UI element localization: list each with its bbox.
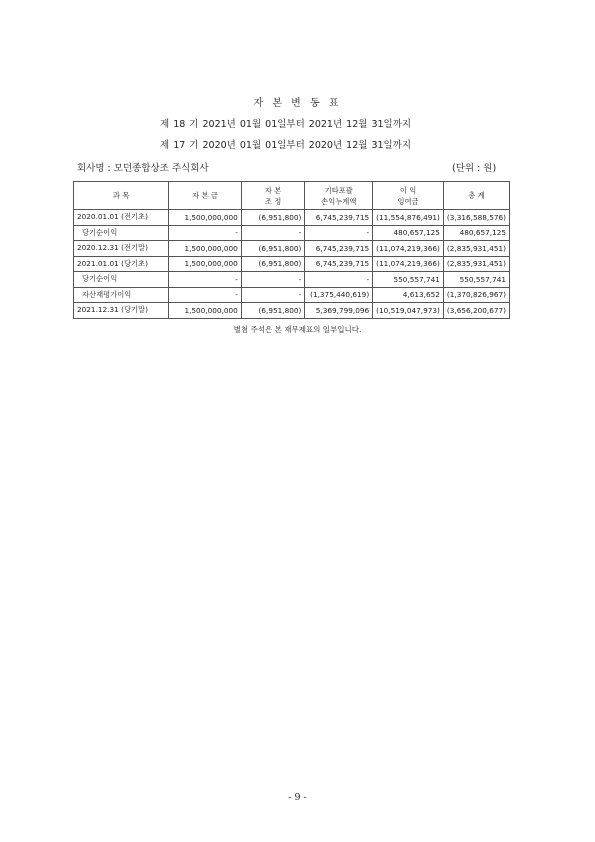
table-cell: (6,951,800) xyxy=(241,256,305,272)
company-name: 회사명 : 모던종합상조 주식회사 xyxy=(77,163,209,174)
table-cell: 1,500,000,000 xyxy=(169,303,242,319)
table-cell: (11,074,219,366) xyxy=(373,241,444,257)
footnote: 별첨 주석은 본 재무제표의 일부입니다. xyxy=(233,325,362,334)
table-cell: 5,369,799,096 xyxy=(305,303,373,319)
table-cell: 1,500,000,000 xyxy=(169,210,242,226)
table-body xyxy=(74,210,510,319)
column-header: 총 계 xyxy=(443,182,509,210)
row-label: 2021.01.01 (당기초) xyxy=(74,256,169,272)
table-cell: (10,519,047,973) xyxy=(373,303,444,319)
table-cell: 6,745,239,715 xyxy=(305,256,373,272)
table-cell: - xyxy=(241,272,305,288)
period-current: 제 18 기 2021년 01월 01일부터 2021년 12월 31일까지 xyxy=(160,119,412,130)
table-row xyxy=(74,287,510,303)
row-label: 당기순이익 xyxy=(74,225,169,241)
column-header: 자 본 조 정 xyxy=(241,182,305,210)
table-cell: (1,375,440,619) xyxy=(305,287,373,303)
row-label: 2021.12.31 (당기말) xyxy=(74,303,169,319)
table-cell: (2,835,931,451) xyxy=(443,241,509,257)
table-cell: 550,557,741 xyxy=(373,272,444,288)
table-cell: - xyxy=(305,225,373,241)
table-row xyxy=(74,225,510,241)
table-cell: - xyxy=(169,287,242,303)
table-cell: 550,557,741 xyxy=(443,272,509,288)
table-cell: - xyxy=(169,225,242,241)
table-row xyxy=(74,241,510,257)
row-label: 2020.01.01 (전기초) xyxy=(74,210,169,226)
table-cell: (6,951,800) xyxy=(241,241,305,257)
table-row xyxy=(74,272,510,288)
table-cell: 480,657,125 xyxy=(443,225,509,241)
table-cell: - xyxy=(241,225,305,241)
statement-title: 자 본 변 동 표 xyxy=(253,98,342,109)
table-cell: 6,745,239,715 xyxy=(305,210,373,226)
table-cell: 6,745,239,715 xyxy=(305,241,373,257)
table-cell: - xyxy=(241,287,305,303)
table-cell: (2,835,931,451) xyxy=(443,256,509,272)
column-header: 과 목 xyxy=(74,182,169,210)
table-header xyxy=(74,182,510,210)
column-header: 이 익 잉여금 xyxy=(373,182,444,210)
period-prior: 제 17 기 2020년 01월 01일부터 2020년 12월 31일까지 xyxy=(160,140,412,151)
row-label: 2020.12.31 (전기말) xyxy=(74,241,169,257)
table-cell: (1,370,826,967) xyxy=(443,287,509,303)
column-header: 자 본 금 xyxy=(169,182,242,210)
table-cell: - xyxy=(169,272,242,288)
table-row xyxy=(74,256,510,272)
table-cell: 1,500,000,000 xyxy=(169,241,242,257)
table-cell: (6,951,800) xyxy=(241,303,305,319)
column-header: 기타포괄 손익누계액 xyxy=(305,182,373,210)
table-cell: (11,074,219,366) xyxy=(373,256,444,272)
table-cell: 4,613,652 xyxy=(373,287,444,303)
table-cell: (11,554,876,491) xyxy=(373,210,444,226)
row-label: 자산재평가이익 xyxy=(74,287,169,303)
table-row xyxy=(74,210,510,226)
unit-label: (단위 : 원) xyxy=(452,163,497,174)
table-cell: 480,657,125 xyxy=(373,225,444,241)
table-cell: 1,500,000,000 xyxy=(169,256,242,272)
table-row xyxy=(74,303,510,319)
table-cell: (3,656,200,677) xyxy=(443,303,509,319)
equity-changes-table xyxy=(73,181,510,319)
table-cell: (6,951,800) xyxy=(241,210,305,226)
row-label: 당기순이익 xyxy=(74,272,169,288)
table-cell: - xyxy=(305,272,373,288)
table-cell: (3,316,588,576) xyxy=(443,210,509,226)
page-number: - 9 - xyxy=(288,792,307,803)
header-row xyxy=(74,182,510,210)
